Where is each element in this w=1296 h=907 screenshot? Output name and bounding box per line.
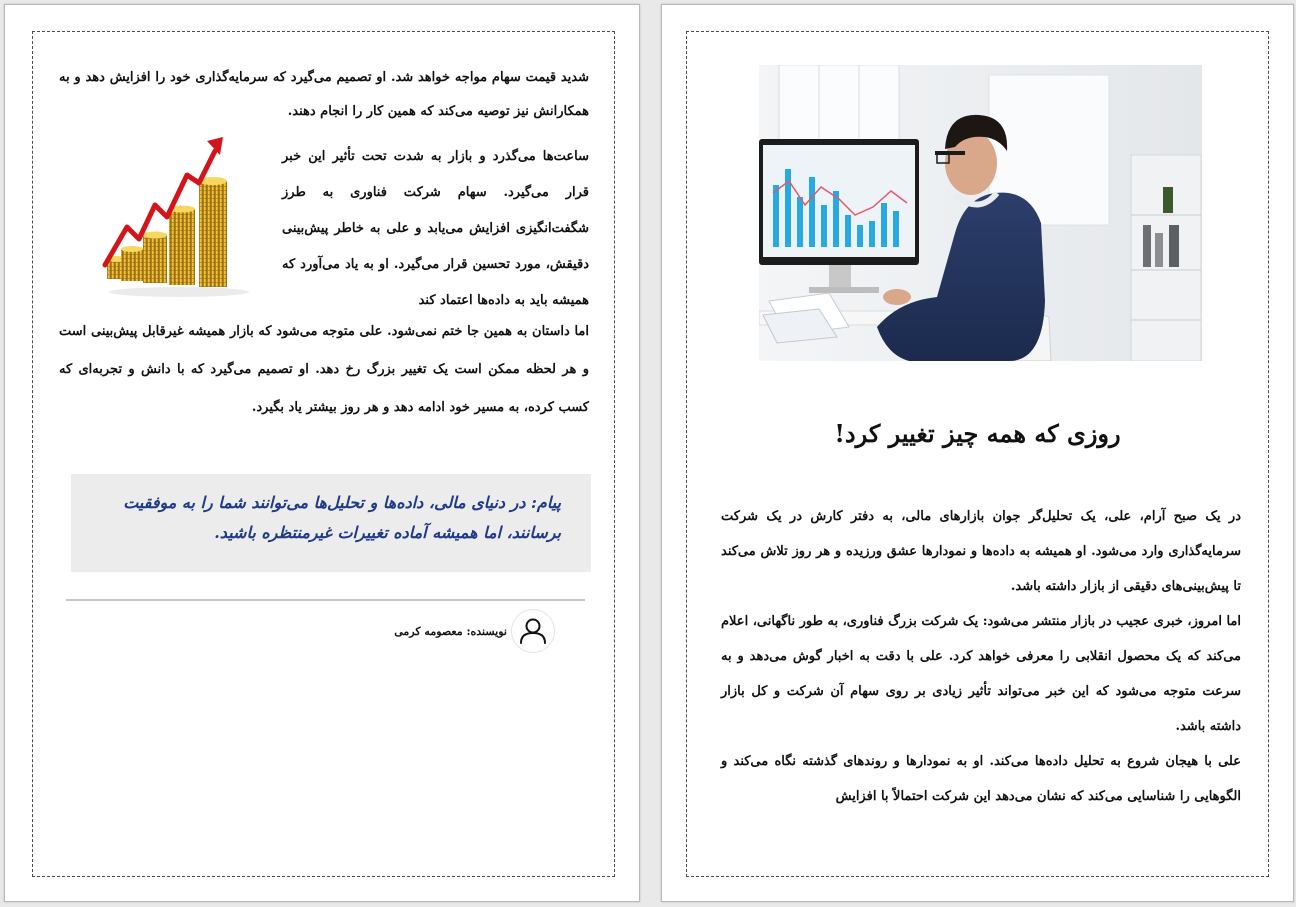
wrapped-figure-section — [59, 135, 589, 315]
message-text: پیام: در دنیای مالی، داده‌ها و تحلیل‌ها می‌توانند شما را به موفقیت برسانند، اما همیشه آماده تغییرات غیرمنتظره باشید. — [123, 493, 561, 542]
right-paragraph-2: اما امروز، خبری عجیب در بازار منتشر می‌شود: یک شرکت بزرگ فناوری، به طور ناگهانی، اعلام می‌کند که یک محصول انقلابی را معرفی خواهد کرد. علی با دقت به اخبار گوش می‌دهد و به سرعت متوجه می‌شود که این خبر می‌تواند تأثیر زیادی بر روی سهام آن شرکت و کل بازار داشته باشد. — [721, 614, 1241, 734]
analyst-at-computer-photo — [759, 65, 1202, 361]
message-callout — [71, 474, 591, 572]
right-paragraph-1: در یک صبح آرام، علی، یک تحلیل‌گر جوان بازارهای مالی، به دفتر کارش در یک شرکت سرمایه‌گذاری وارد می‌شود. او همیشه به داده‌ها و نمودارها عشق ورزیده و هر روز تلاش می‌کند تا پیش‌بینی‌های دقیقی از بازار داشته باشد. — [721, 509, 1241, 594]
right-page — [661, 4, 1294, 902]
left-page — [4, 4, 640, 902]
coins-growth-chart-icon — [99, 135, 264, 305]
author-byline — [385, 609, 555, 655]
author-name: نویسنده: معصومه کرمی — [394, 625, 507, 638]
user-icon — [511, 609, 555, 653]
divider-line — [66, 599, 585, 601]
right-paragraph-3: علی با هیجان شروع به تحلیل داده‌ها می‌کند. او به نمودارها و روندهای گذشته نگاه می‌کند و الگوهایی را شناسایی می‌کند که نشان می‌دهد این شرکت احتمالاً با افزایش — [721, 754, 1241, 804]
left-paragraph-top: شدید قیمت سهام مواجه خواهد شد. او تصمیم می‌گیرد که سرمایه‌گذاری خود را افزایش دهد و به همکارانش نیز توصیه می‌کند که همین کار را انجام دهند. — [59, 70, 589, 119]
left-paragraph-wrapped: ساعت‌ها می‌گذرد و بازار به شدت تحت تأثیر این خبر قرار می‌گیرد. سهام شرکت فناوری به طرز شگفت‌انگیزی افزایش می‌یابد و علی به خاطر پیش‌بینی دقیقش، مورد تحسین قرار می‌گیرد. او به یاد می‌آورد که همیشه باید به داده‌ها اعتماد کند — [282, 149, 589, 308]
left-paragraph-bottom: اما داستان به همین جا ختم نمی‌شود. علی متوجه می‌شود که بازار همیشه غیرقابل پیش‌بینی است و هر لحظه ممکن است یک تغییر بزرگ رخ دهد. او تصمیم می‌گیرد که با دانش و تجربه‌ای که کسب کرده، به مسیر خود ادامه دهد و هر روز بیشتر یاد بگیرد. — [59, 324, 589, 415]
right-body — [721, 499, 1241, 814]
story-title: روزی که همه چیز تغییر کرد! — [834, 419, 1121, 448]
